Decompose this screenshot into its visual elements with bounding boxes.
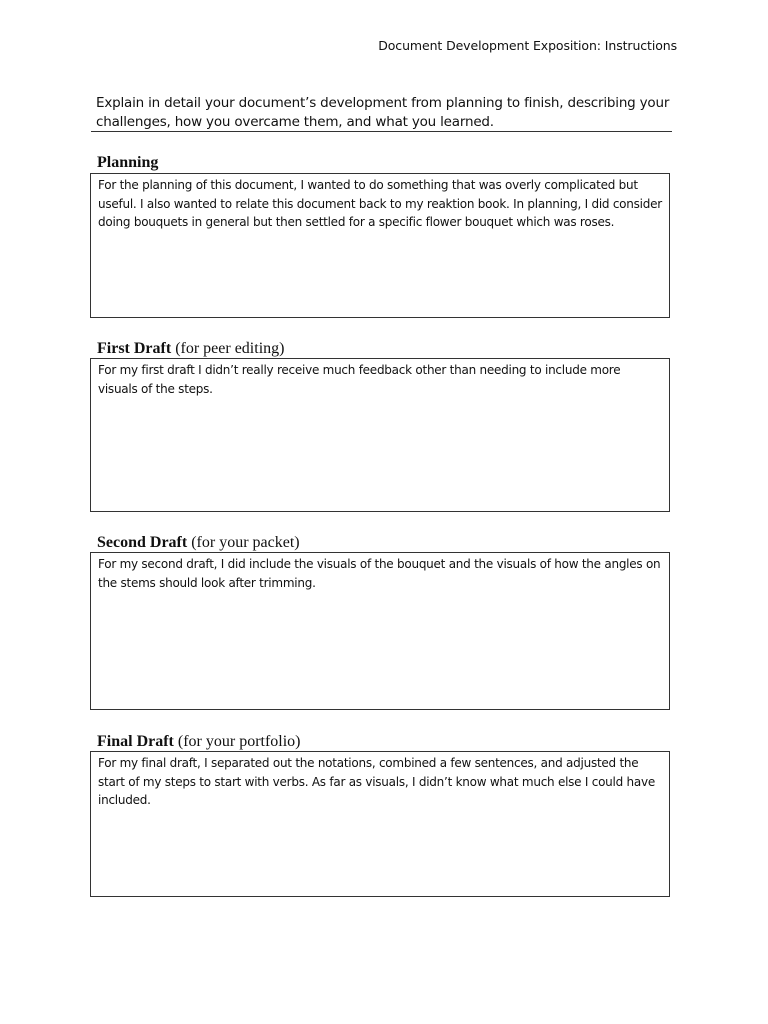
section-title-main: First Draft: [97, 340, 172, 357]
planning-answer-box[interactable]: For the planning of this document, I wanted to do something that was overly complicated but useful. I also wanted to relate this document back to my reaktion book. In planning, I did consider doing bouquets in general but then settled for a specific flower bouquet which was roses.: [90, 173, 670, 318]
first-draft-answer-box[interactable]: For my first draft I didn’t really receive much feedback other than needing to include more visuals of the steps.: [90, 358, 670, 512]
page-header-title: Document Development Exposition: Instructions: [378, 38, 677, 53]
instructions-divider: [91, 131, 672, 132]
section-title-main: Final Draft: [97, 733, 174, 750]
section-title-note: (for your packet): [187, 534, 300, 551]
section-title-note: (for peer editing): [171, 340, 285, 357]
section-title-second-draft: [97, 534, 300, 552]
second-draft-answer-box[interactable]: For my second draft, I did include the visuals of the bouquet and the visuals of how the angles on the stems should look after trimming.: [90, 552, 670, 710]
section-title-first-draft: [97, 340, 284, 358]
section-title-final-draft: [97, 733, 301, 751]
final-draft-answer-box[interactable]: For my final draft, I separated out the notations, combined a few sentences, and adjusted the start of my steps to start with verbs. As far as visuals, I didn’t know what much else I could have included.: [90, 751, 670, 897]
section-title-planning: [97, 154, 158, 172]
section-title-main: Planning: [97, 154, 159, 171]
section-title-note: (for your portfolio): [173, 733, 301, 750]
instructions-text: Explain in detail your document’s development from planning to finish, describing your challenges, how you overcame them, and what you learned.: [96, 95, 670, 130]
section-title-main: Second Draft: [97, 534, 188, 551]
